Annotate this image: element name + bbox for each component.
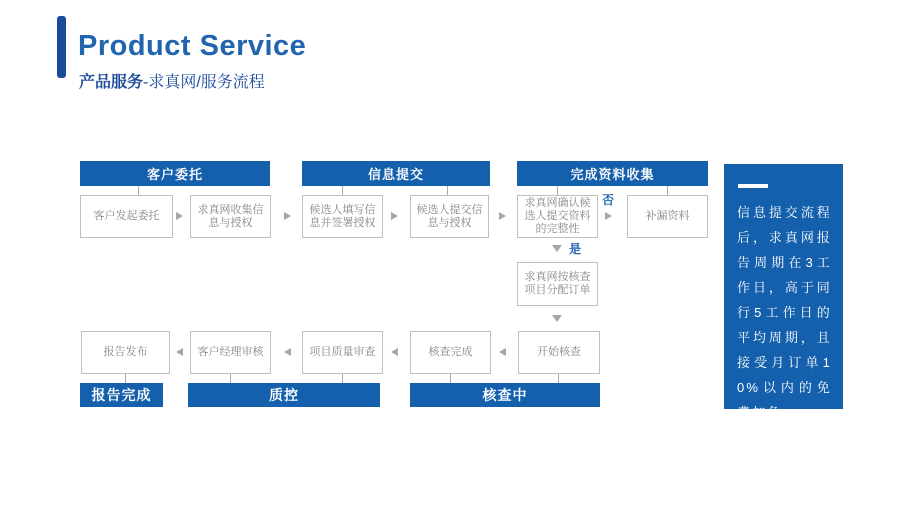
flow-box-check-complete: 核查完成 — [410, 331, 491, 374]
branch-yes-label: 是 — [569, 242, 582, 256]
title-accent-bar — [57, 16, 66, 78]
arrow-left-icon — [176, 348, 183, 356]
panel-dash-icon — [738, 184, 768, 188]
page-subtitle — [79, 69, 265, 92]
stage-footer-quality-control: 质控 — [188, 383, 380, 407]
page-subtitle-rest: -求真网/服务流程 — [143, 74, 265, 91]
connector-line — [230, 374, 231, 383]
branch-no-label: 否 — [602, 193, 615, 207]
flow-box-candidate-fills: 候选人填写信息并签署授权 — [302, 195, 383, 238]
page-title: Product Service — [78, 30, 307, 62]
flow-box-candidate-submits: 候选人提交信息与授权 — [410, 195, 489, 238]
panel-note-text: 信息提交流程后，求真网报告周期在3工作日，高于同行5工作日的平均周期，且接受月订单10%以内的免费加急。 — [737, 205, 832, 420]
flow-box-report-release: 报告发布 — [81, 331, 170, 374]
connector-line — [138, 186, 139, 195]
connector-line — [557, 186, 558, 195]
arrow-right-icon — [499, 212, 506, 220]
connector-line — [450, 374, 451, 383]
flow-box-confirm-completeness: 求真网确认候选人提交资料的完整性 — [517, 195, 598, 238]
arrow-down-icon — [552, 245, 562, 252]
connector-line — [125, 374, 126, 383]
flow-box-collect-info: 求真网收集信息与授权 — [190, 195, 271, 238]
connector-line — [342, 374, 343, 383]
arrow-left-icon — [391, 348, 398, 356]
flow-box-quality-review: 项目质量审查 — [302, 331, 383, 374]
stage-header-client-commission: 客户委托 — [80, 161, 270, 186]
side-note-panel — [724, 164, 843, 420]
flow-box-account-manager-review: 客户经理审核 — [190, 331, 271, 374]
flow-box-assign-orders: 求真网按核查项目分配订单 — [517, 262, 598, 306]
flow-box-client-initiates: 客户发起委托 — [80, 195, 173, 238]
stage-footer-report-done: 报告完成 — [80, 383, 163, 407]
flow-box-start-check: 开始核查 — [518, 331, 600, 374]
connector-line — [558, 374, 559, 383]
arrow-left-icon — [499, 348, 506, 356]
connector-line — [667, 186, 668, 195]
page-subtitle-strong: 产品服务 — [79, 74, 144, 91]
connector-line — [447, 186, 448, 195]
stage-header-data-collection: 完成资料收集 — [517, 161, 708, 186]
arrow-left-icon — [284, 348, 291, 356]
arrow-right-icon — [176, 212, 183, 220]
connector-line — [342, 186, 343, 195]
flow-box-supplement-data: 补漏资料 — [627, 195, 708, 238]
arrow-down-icon — [552, 315, 562, 322]
arrow-right-icon — [391, 212, 398, 220]
arrow-right-icon — [284, 212, 291, 220]
stage-footer-checking: 核查中 — [410, 383, 600, 407]
stage-header-info-submission: 信息提交 — [302, 161, 490, 186]
arrow-right-icon — [605, 212, 612, 220]
